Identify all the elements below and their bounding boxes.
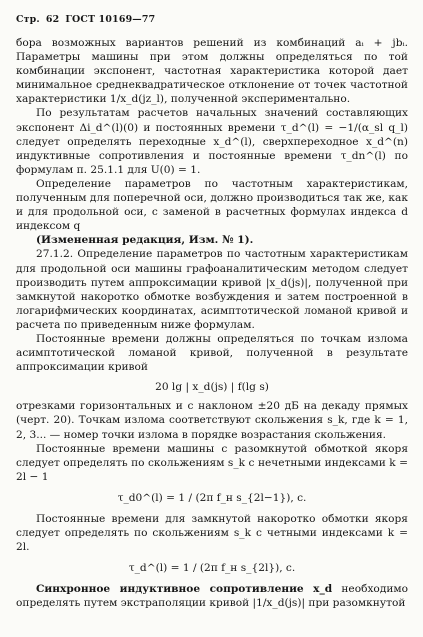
paragraph-5: Постоянные времени должны определяться по точкам излома асимптотической ломаной кривой, полученной в результате аппроксимации кривой bbox=[16, 332, 408, 374]
formula-2: τ_d0^(l) = 1 / (2π f_н s_{2l−1}), с. bbox=[117, 491, 307, 504]
body-text bbox=[16, 36, 408, 611]
paragraph-9-bold: Синхронное индуктивное сопротивление x_d bbox=[36, 583, 333, 596]
paragraph-6: отрезками горизонтальных и с наклоном ±20 дБ на декаду прямых (черт. 20). Точкам излома соответствуют скольжения s_k, где k = 1, 2, 3... — номер точки излома в порядке возрастания скольжения. bbox=[16, 400, 408, 441]
page-header bbox=[16, 14, 161, 25]
paragraph-7: Постоянные времени машины с разомкнутой обмоткой якоря следует определять по скольжениям s_k с нечетными индексами k = 2l − 1 bbox=[16, 442, 408, 483]
formula-1: 20 lg | x_d(js) | f(lg s) bbox=[155, 381, 269, 394]
paragraph-3: Определение параметров по частотным характеристикам, полученным для поперечной оси, должно производиться так же, как и для продольной оси, с заменой в расчетных формулах индекса d индексом q bbox=[16, 177, 408, 233]
paragraph-8: Постоянные времени для замкнутой накоротко обмотки якоря следует определять по скольжениям s_k с четными индексами k = 2l. bbox=[16, 513, 408, 554]
amendment-note: (Измененная редакция, Изм. № 1). bbox=[36, 234, 254, 247]
paragraph-1: бора возможных вариантов решений из комбинаций aᵢ + jbᵢ. Параметры машины при этом должны определяться по той комбинации экспонент, частотная характеристика которой дает минимальное среднеквадратическое отклонение от точек частотной характеристики 1/x_d(jz_l), полученной экспериментально. bbox=[16, 37, 408, 106]
paragraph-2: По результатам расчетов начальных значений составляющих экспонент Δi_d^(l)(0) и постоянных времени τ_d^(l) = −1/(α_sl q_l) следует определять переходные x_d^(l), сверхпереходное x_d^(n) индуктивные сопротивления и постоянные времени τ_dn^(l) по формулам п. 25.1.1 для U(0) = 1. bbox=[16, 107, 408, 176]
page-prefix: Стр. bbox=[16, 14, 40, 25]
paragraph-4: 27.1.2. Определение параметров по частотным характеристикам для продольной оси машины графоаналитическим методом следует производить путем аппроксимации кривой |x_d(js)|, полученной при замкнутой накоротко обмотке возбуждения и затем построенной в логарифмических координатах, асимптотической ломаной кривой и расчета по приведенным ниже формулам. bbox=[16, 248, 408, 331]
paragraph-9-rest: необходимо определять путем экстраполяции кривой |1/x_d(js)| при разомкнутой bbox=[16, 583, 409, 610]
paragraph-9 bbox=[16, 582, 408, 610]
standard-code: ГОСТ 10169—77 bbox=[65, 14, 156, 25]
formula-3: τ_d^(l) = 1 / (2π f_н s_{2l}), с. bbox=[128, 562, 296, 575]
page-number: 62 bbox=[45, 14, 60, 25]
